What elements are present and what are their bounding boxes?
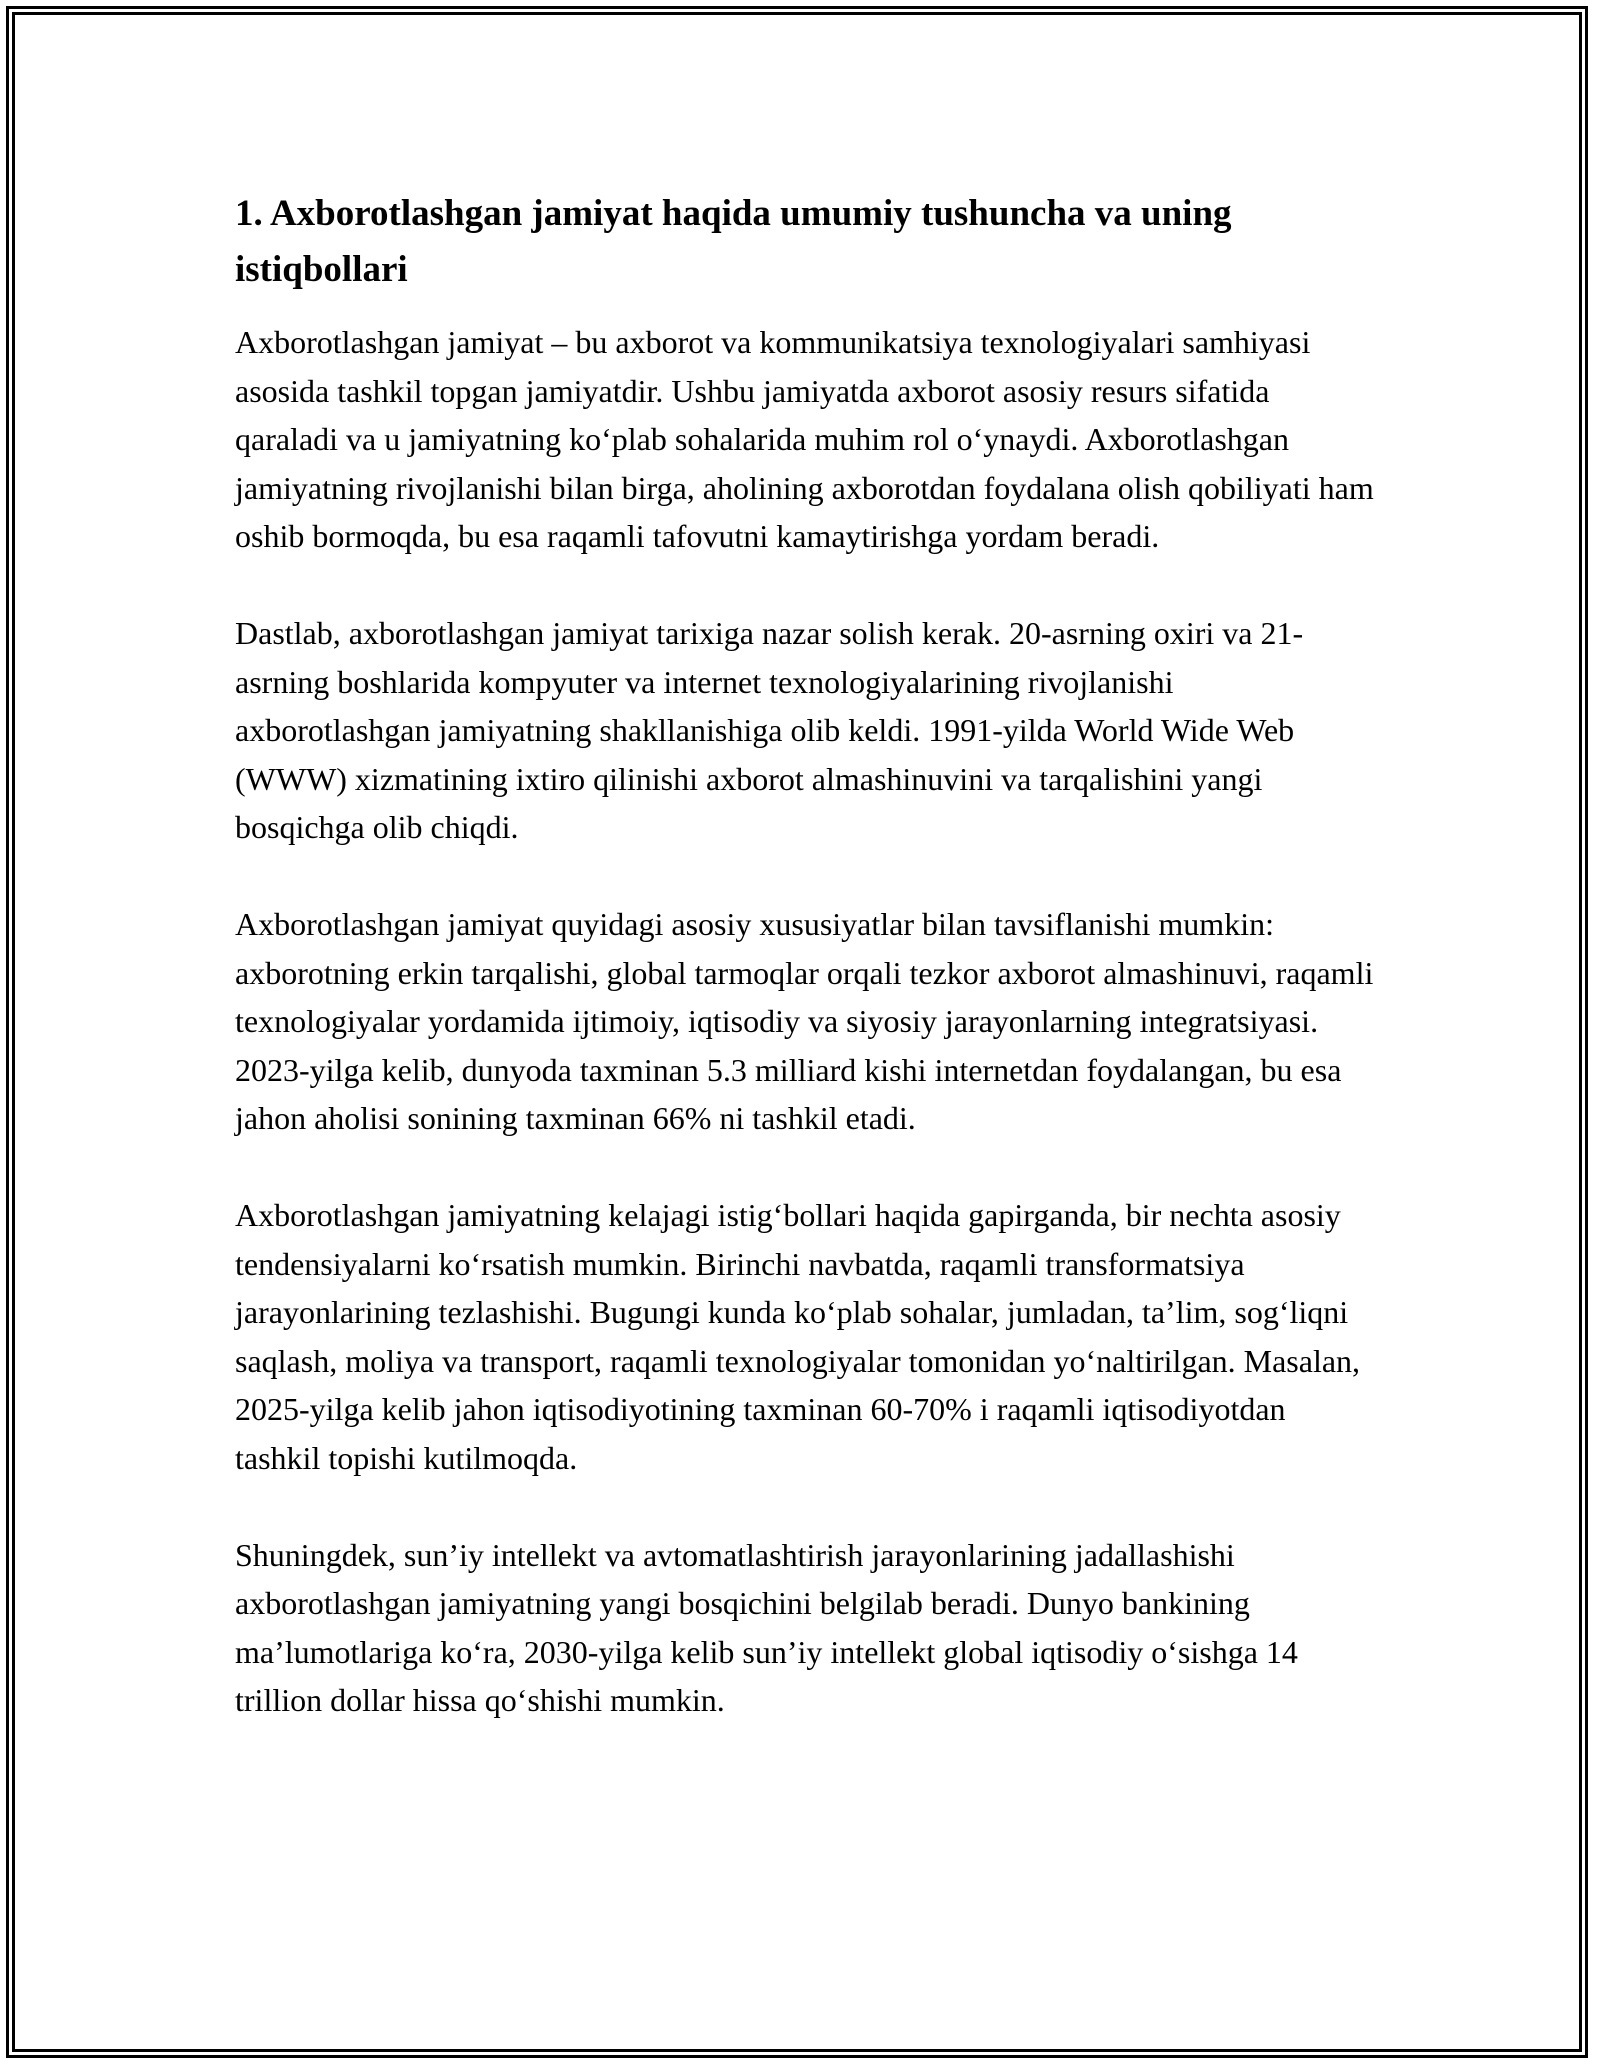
paragraph-3: Axborotlashgan jamiyat quyidagi asosiy xususiyatlar bilan tavsiflanishi mumkin: axborotning erkin tarqalishi, global tarmoqlar orqali tezkor axborot almashinuvi, raqamli texnologiyalar yordamida ijtimoiy, iqtisodiy va siyosiy jarayonlarning integratsiyasi. 2023-yilga kelib, dunyoda taxminan 5.3 milliard kishi internetdan foydalangan, bu esa jahon aholisi sonining taxminan 66% ni tashkil etadi. <box>235 906 1374 1136</box>
paragraph-4: Axborotlashgan jamiyatning kelajagi istig‘bollari haqida gapirganda, bir nechta asosiy tendensiyalarni ko‘rsatish mumkin. Birinchi navbatda, raqamli transformatsiya jarayonlarining tezlashishi. Bugungi kunda ko‘plab sohalar, jumladan, ta’lim, sog‘liqni saqlash, moliya va transport, raqamli texnologiyalar tomonidan yo‘naltirilgan. Masalan, 2025-yilga kelib jahon iqtisodiyotining taxminan 60-70% i raqamli iqtisodiyotdan tashkil topishi kutilmoqda. <box>235 1197 1361 1476</box>
paragraph-2: Dastlab, axborotlashgan jamiyat tarixiga nazar solish kerak. 20-asrning oxiri va 21-asrning boshlarida kompyuter va internet texnologiyalarining rivojlanishi axborotlashgan jamiyatning shakllanishiga olib keldi. 1991-yilda World Wide Web (WWW) xizmatining ixtiro qilinishi axborot almashinuvini va tarqalishini yangi bosqichga olib chiqdi. <box>235 615 1304 845</box>
document-body <box>235 186 1375 1773</box>
paragraph-5: Shuningdek, sun’iy intellekt va avtomatlashtirish jarayonlarining jadallashishi axborotlashgan jamiyatning yangi bosqichini belgilab beradi. Dunyo bankining ma’lumotlariga ko‘ra, 2030-yilga kelib sun’iy intellekt global iqtisodiy o‘sishga 14 trillion dollar hissa qo‘shishi mumkin. <box>235 1536 1298 1718</box>
paragraph-1: Axborotlashgan jamiyat – bu axborot va kommunikatsiya texnologiyalari samhiyasi asosida tashkil topgan jamiyatdir. Ushbu jamiyatda axborot asosiy resurs sifatida qaraladi va u jamiyatning ko‘plab sohalarida muhim rol o‘ynaydi. Axborotlashgan jamiyatning rivojlanishi bilan birga, aholining axborotdan foydalana olish qobiliyati ham oshib bormoqda, bu esa raqamli tafovutni kamaytirishga yordam beradi. <box>235 324 1374 554</box>
section-heading: 1. Axborotlashgan jamiyat haqida umumiy tushuncha va uning istiqbollari <box>235 193 1232 290</box>
